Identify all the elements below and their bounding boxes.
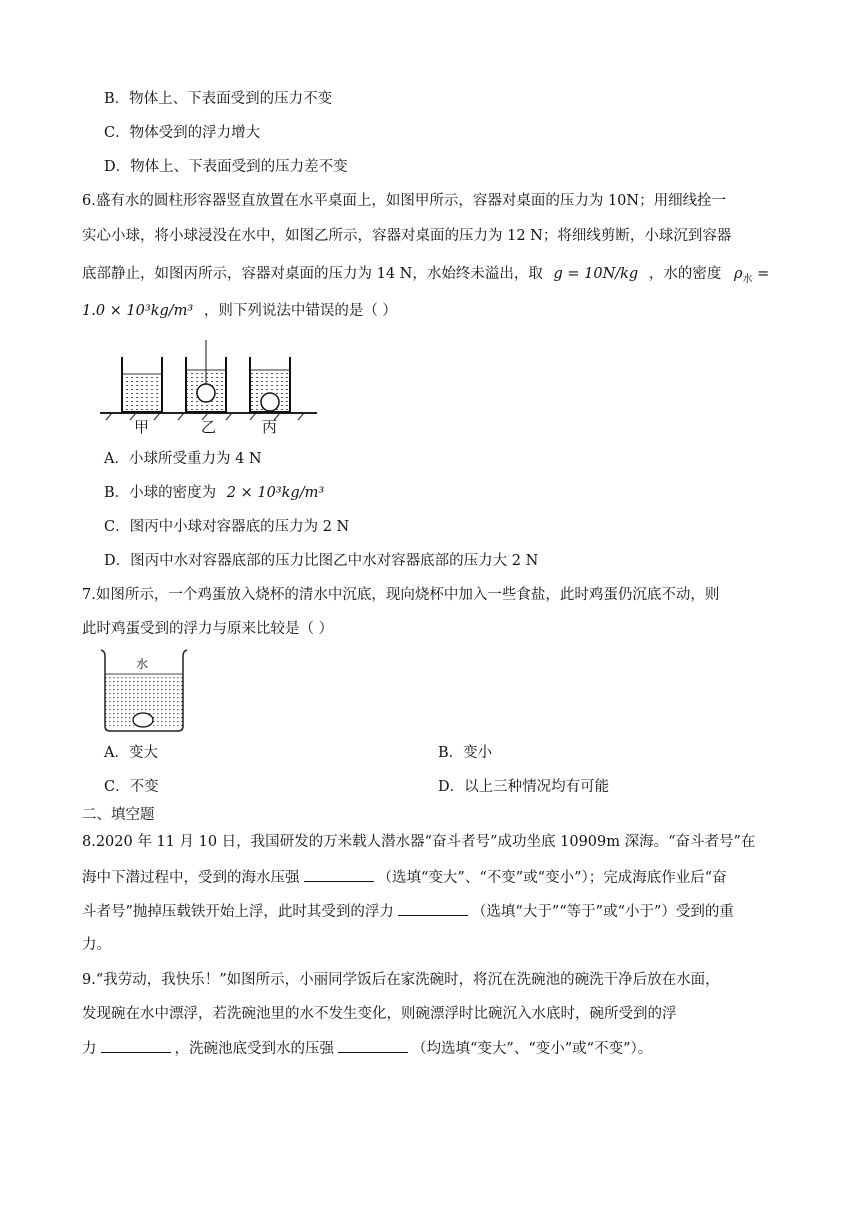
- section-heading: 二、填空题: [82, 807, 155, 823]
- density-symbol: $\rho_水$: [733, 266, 753, 285]
- container-bing: [250, 357, 290, 412]
- label-yi: 乙: [201, 418, 217, 436]
- q6-stem-line2: 实心小球，将小球浸没在水中，如图乙所示，容器对桌面的压力为 12 N；将细线剪断，小球沉到容器: [82, 228, 732, 244]
- q6-stem-line1: 6.盛有水的圆柱形容器竖直放置在水平桌面上，如图甲所示，容器对桌面的压力为 10N；用细线拴一: [82, 193, 727, 209]
- q5-option-d: D．物体上、下表面受到的压力差不变: [104, 159, 348, 175]
- q6-option-c: C．图丙中小球对容器底的压力为 2 N: [104, 519, 350, 535]
- q6-stem-line4: 1.0 × 10³kg/m³ ，则下列说法中错误的是（ ）: [82, 303, 397, 319]
- q9-blank-1[interactable]: [101, 1038, 171, 1053]
- q9-stem-line2: 发现碗在水中漂浮，若洗碗池里的水不发生变化，则碗漂浮时比碗沉入水底时，碗所受到的浮: [82, 1006, 677, 1022]
- q6-option-d: D．图丙中水对容器底部的压力比图乙中水对容器底部的压力大 2 N: [104, 553, 539, 569]
- q7-option-b: B．变小: [438, 745, 493, 761]
- q6-stem-line3: 底部静止，如图丙所示，容器对桌面的压力为 14 N，水始终未溢出，取 g = 10N/kg ，水的密度 $\rho_水$ =: [82, 266, 770, 285]
- beaker-egg-figure: [100, 648, 190, 734]
- q8-blank-1[interactable]: [304, 867, 374, 882]
- q5-option-b: B．物体上、下表面受到的压力不变: [104, 91, 333, 107]
- q7-stem-line1: 7.如图所示，一个鸡蛋放入烧杯的清水中沉底，现向烧杯中加入一些食盐，此时鸡蛋仍沉底不动，则: [82, 587, 720, 603]
- label-jia: 甲: [134, 418, 150, 436]
- q9-blank-2[interactable]: [338, 1038, 408, 1053]
- q7-option-c: C．不变: [104, 779, 159, 795]
- q7-option-a: A．变大: [104, 745, 158, 761]
- gravity-constant: g = 10N/kg: [553, 266, 639, 282]
- water-density-value: 1.0 × 10³kg/m³: [82, 303, 194, 319]
- three-containers-figure: [100, 340, 330, 436]
- egg: [133, 713, 153, 727]
- q8-blank-2[interactable]: [398, 901, 468, 916]
- container-yi: [186, 340, 226, 412]
- q9-stem-line1: 9.“我劳动，我快乐！”如图所示，小丽同学饭后在家洗碗时，将沉在洗碗池的碗洗干净后放在水面，: [82, 972, 720, 988]
- label-bing: 丙: [262, 418, 278, 436]
- q7-stem-line2: 此时鸡蛋受到的浮力与原来比较是（ ）: [82, 621, 334, 637]
- q6-option-b: B．小球的密度为 2 × 10³kg/m³: [104, 485, 325, 501]
- q9-stem-line3: 力 ，洗碗池底受到水的压强 （均选填“变大”、“变小”或“不变”）。: [82, 1038, 652, 1059]
- q7-option-d: D．以上三种情况均有可能: [438, 779, 610, 795]
- q6-option-a: A．小球所受重力为 4 N: [104, 451, 262, 467]
- q5-option-c: C．物体受到的浮力增大: [104, 125, 261, 141]
- q8-stem-line4: 力。: [82, 937, 111, 953]
- q8-stem-line2: 海中下潜过程中，受到的海水压强 （选填“变大”、“不变”或“变小”）；完成海底作业后“奋: [82, 867, 727, 888]
- q8-stem-line3: 斗者号”抛掉压载铁开始上浮，此时其受到的浮力 （选填“大于”“等于”或“小于”）受到的重: [82, 901, 734, 922]
- container-jia: [122, 357, 162, 412]
- beaker-label: 水: [136, 657, 149, 671]
- q8-stem-line1: 8.2020 年 11 月 10 日，我国研发的万米载人潜水器“奋斗者号”成功坐底 10909m 深海。“奋斗者号”在: [82, 834, 756, 850]
